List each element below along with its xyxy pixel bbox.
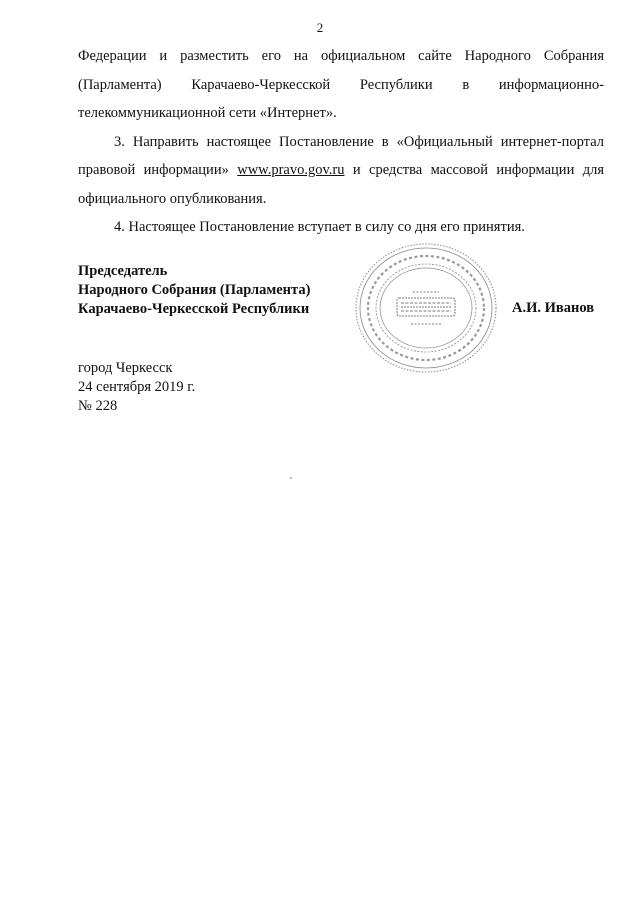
document-city: город Черкесск: [78, 360, 173, 376]
signer-title-line-2: Народного Собрания (Парламента): [78, 282, 311, 298]
paragraph-publication: Федерации и разместить его на официальном сайте Народного Собрания (Парламента) Карачаево-Черкесской Республики в информационно-телекоммуникационной сети «Интернет».: [78, 48, 604, 121]
signature-block: [78, 262, 310, 319]
document-body: [78, 42, 604, 242]
paragraph-3-text-end: и средства массовой информации для официального опубликования.: [78, 162, 605, 207]
signer-title-line-1: Председатель: [78, 263, 168, 279]
paragraph-4: 4. Настоящее Постановление вступает в силу со дня его принятия.: [114, 219, 525, 235]
document-meta: [78, 359, 195, 416]
document-date: 24 сентября 2019 г.: [78, 379, 196, 395]
official-seal-stamp: [353, 240, 499, 376]
signer-name: А.И. Иванов: [512, 300, 595, 316]
seal-icon: [353, 240, 499, 376]
pravo-gov-link[interactable]: www.pravo.gov.ru: [237, 162, 345, 178]
signer-title-line-3: Карачаево-Черкесской Республики: [78, 301, 310, 317]
document-number: № 228: [78, 398, 118, 414]
paragraph-3: [78, 128, 604, 214]
page-number: 2: [316, 20, 324, 35]
paragraph-3-text-start: 3. Направить настоящее Постановление в «Официальный интернет-портал правовой информации»: [78, 133, 604, 178]
scan-speck: [290, 477, 292, 479]
